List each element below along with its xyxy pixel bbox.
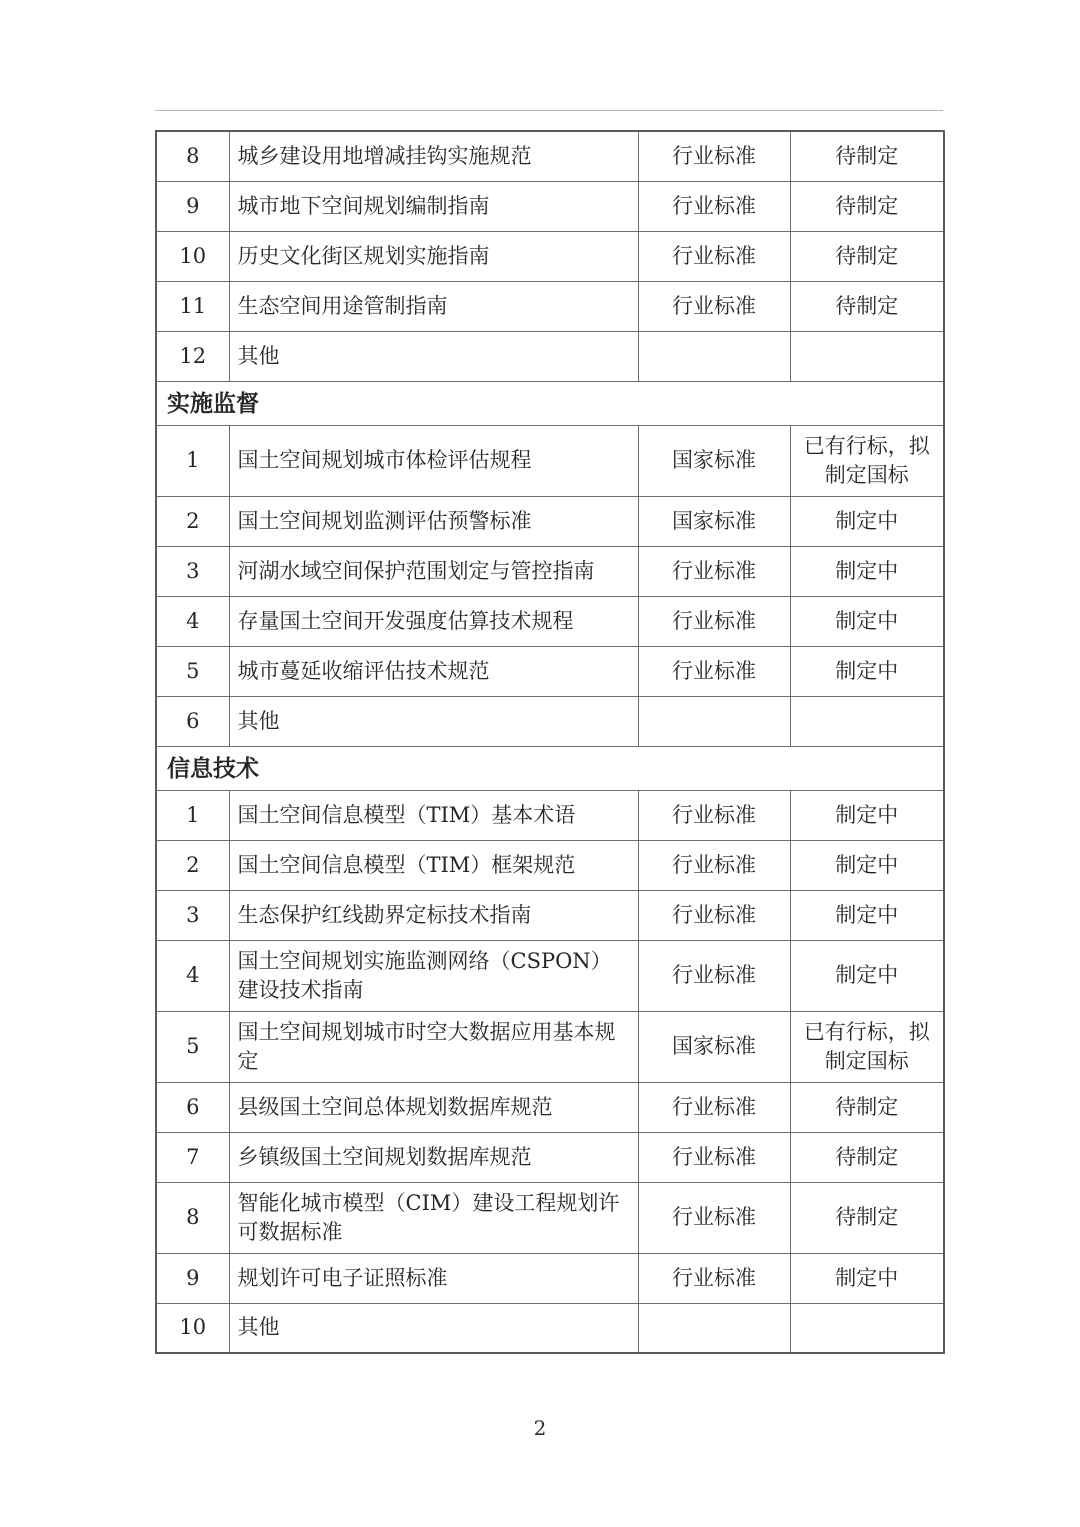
standard-level-cell: 行业标准 (638, 596, 790, 646)
table-row (156, 331, 944, 381)
row-number-cell: 2 (156, 496, 229, 546)
row-number-cell: 2 (156, 840, 229, 890)
row-number-cell: 9 (156, 181, 229, 231)
row-number-cell: 12 (156, 331, 229, 381)
standard-level-cell: 行业标准 (638, 790, 790, 840)
standard-level-cell: 行业标准 (638, 1132, 790, 1182)
standard-level-cell: 国家标准 (638, 496, 790, 546)
row-number-cell: 8 (156, 131, 229, 181)
standard-level-cell (638, 1303, 790, 1353)
status-cell: 制定中 (790, 940, 944, 1011)
standard-level-cell: 行业标准 (638, 646, 790, 696)
table-row (156, 546, 944, 596)
table-row (156, 840, 944, 890)
status-cell (790, 696, 944, 746)
standard-level-cell: 行业标准 (638, 1082, 790, 1132)
table-row (156, 890, 944, 940)
standard-name-cell: 存量国土空间开发强度估算技术规程 (229, 596, 638, 646)
table-row (156, 425, 944, 496)
status-cell: 已有行标，拟制定国标 (790, 1011, 944, 1082)
table-row (156, 1132, 944, 1182)
status-cell: 待制定 (790, 131, 944, 181)
status-cell: 制定中 (790, 840, 944, 890)
status-cell: 制定中 (790, 890, 944, 940)
table-row (156, 1182, 944, 1253)
table-row (156, 231, 944, 281)
status-cell: 制定中 (790, 646, 944, 696)
status-cell: 待制定 (790, 231, 944, 281)
status-cell (790, 1303, 944, 1353)
row-number-cell: 5 (156, 646, 229, 696)
table-row (156, 496, 944, 546)
row-number-cell: 4 (156, 596, 229, 646)
status-cell: 待制定 (790, 181, 944, 231)
standard-level-cell: 行业标准 (638, 181, 790, 231)
table-row (156, 131, 944, 181)
row-number-cell: 7 (156, 1132, 229, 1182)
status-cell: 制定中 (790, 1253, 944, 1303)
row-number-cell: 3 (156, 546, 229, 596)
status-cell: 制定中 (790, 546, 944, 596)
table-row (156, 1082, 944, 1132)
standard-name-cell: 国土空间规划城市体检评估规程 (229, 425, 638, 496)
standard-level-cell: 行业标准 (638, 131, 790, 181)
table-row (156, 1253, 944, 1303)
status-cell: 待制定 (790, 1082, 944, 1132)
standard-name-cell: 规划许可电子证照标准 (229, 1253, 638, 1303)
table-row (156, 281, 944, 331)
standard-name-cell: 国土空间规划实施监测网络（CSPON）建设技术指南 (229, 940, 638, 1011)
standard-name-cell: 国土空间信息模型（TIM）基本术语 (229, 790, 638, 840)
row-number-cell: 6 (156, 1082, 229, 1132)
standards-table (155, 130, 945, 1354)
standard-name-cell: 生态保护红线勘界定标技术指南 (229, 890, 638, 940)
table-row (156, 1011, 944, 1082)
section-header-row (156, 381, 944, 425)
standard-name-cell: 乡镇级国土空间规划数据库规范 (229, 1132, 638, 1182)
row-number-cell: 8 (156, 1182, 229, 1253)
standard-level-cell: 行业标准 (638, 281, 790, 331)
row-number-cell: 9 (156, 1253, 229, 1303)
standard-level-cell: 行业标准 (638, 840, 790, 890)
standard-level-cell (638, 331, 790, 381)
standards-table-body (156, 131, 944, 1353)
row-number-cell: 10 (156, 1303, 229, 1353)
standard-level-cell: 行业标准 (638, 546, 790, 596)
standard-name-cell: 其他 (229, 696, 638, 746)
standard-level-cell: 国家标准 (638, 425, 790, 496)
status-cell: 已有行标，拟制定国标 (790, 425, 944, 496)
row-number-cell: 5 (156, 1011, 229, 1082)
standard-name-cell: 历史文化街区规划实施指南 (229, 231, 638, 281)
row-number-cell: 11 (156, 281, 229, 331)
standard-name-cell: 城乡建设用地增减挂钩实施规范 (229, 131, 638, 181)
section-header-label: 信息技术 (156, 746, 944, 790)
standard-level-cell: 行业标准 (638, 231, 790, 281)
standard-level-cell: 国家标准 (638, 1011, 790, 1082)
row-number-cell: 4 (156, 940, 229, 1011)
section-header-label: 实施监督 (156, 381, 944, 425)
row-number-cell: 1 (156, 790, 229, 840)
standard-level-cell: 行业标准 (638, 1253, 790, 1303)
table-row (156, 940, 944, 1011)
standard-level-cell: 行业标准 (638, 890, 790, 940)
status-cell: 制定中 (790, 496, 944, 546)
status-cell: 待制定 (790, 281, 944, 331)
table-row (156, 181, 944, 231)
section-header-row (156, 746, 944, 790)
standard-level-cell: 行业标准 (638, 1182, 790, 1253)
standard-name-cell: 县级国土空间总体规划数据库规范 (229, 1082, 638, 1132)
table-row (156, 790, 944, 840)
table-row (156, 596, 944, 646)
standard-name-cell: 生态空间用途管制指南 (229, 281, 638, 331)
standard-name-cell: 城市蔓延收缩评估技术规范 (229, 646, 638, 696)
status-cell: 待制定 (790, 1132, 944, 1182)
standard-name-cell: 国土空间规划监测评估预警标准 (229, 496, 638, 546)
table-continuation-rule (155, 110, 943, 111)
row-number-cell: 10 (156, 231, 229, 281)
standard-name-cell: 城市地下空间规划编制指南 (229, 181, 638, 231)
page-number: 2 (533, 1416, 547, 1440)
standard-name-cell: 其他 (229, 1303, 638, 1353)
standard-level-cell (638, 696, 790, 746)
table-row (156, 1303, 944, 1353)
standard-name-cell: 河湖水域空间保护范围划定与管控指南 (229, 546, 638, 596)
status-cell: 制定中 (790, 790, 944, 840)
standard-name-cell: 国土空间规划城市时空大数据应用基本规定 (229, 1011, 638, 1082)
status-cell: 制定中 (790, 596, 944, 646)
standard-name-cell: 智能化城市模型（CIM）建设工程规划许可数据标准 (229, 1182, 638, 1253)
standard-name-cell: 其他 (229, 331, 638, 381)
row-number-cell: 1 (156, 425, 229, 496)
standard-name-cell: 国土空间信息模型（TIM）框架规范 (229, 840, 638, 890)
row-number-cell: 6 (156, 696, 229, 746)
standard-level-cell: 行业标准 (638, 940, 790, 1011)
table-row (156, 696, 944, 746)
status-cell: 待制定 (790, 1182, 944, 1253)
row-number-cell: 3 (156, 890, 229, 940)
table-row (156, 646, 944, 696)
status-cell (790, 331, 944, 381)
